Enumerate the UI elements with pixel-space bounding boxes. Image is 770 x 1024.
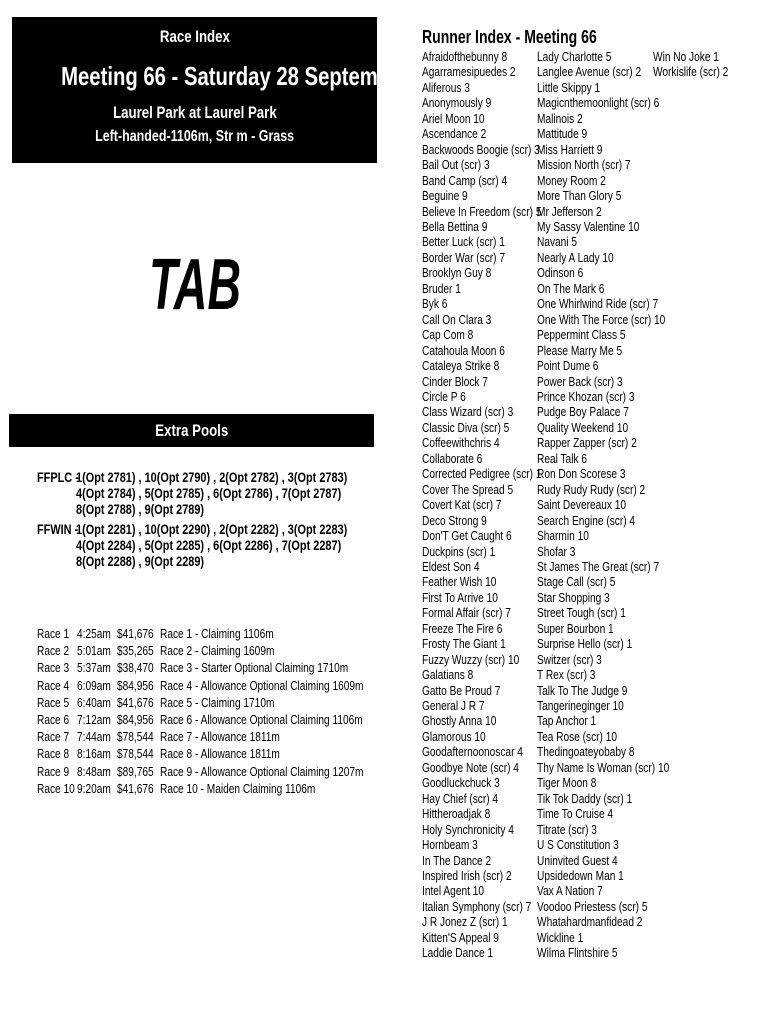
extra-pools-title: Extra Pools xyxy=(155,421,228,440)
runner-entry: Holy Synchronicity 4 xyxy=(422,821,514,837)
runner-entry: Nearly A Lady 10 xyxy=(537,249,614,265)
race-time: 9:20am xyxy=(77,780,111,796)
runner-entry: Wilma Flintshire 5 xyxy=(537,945,618,961)
ffwin-line: 4(Opt 2284) , 5(Opt 2285) , 6(Opt 2286) , 7(Opt 2287) xyxy=(76,537,342,553)
runner-entry: Voodoo Priestess (scr) 5 xyxy=(537,898,648,914)
runner-entry: Deco Strong 9 xyxy=(422,512,487,528)
runner-entry: Point Dume 6 xyxy=(537,358,599,374)
runner-entry: Rudy Rudy Rudy (scr) 2 xyxy=(537,481,646,497)
race-time: 8:16am xyxy=(77,746,111,762)
race-row xyxy=(37,781,377,798)
runner-entry: Cinder Block 7 xyxy=(422,373,488,389)
runner-entry: Classic Diva (scr) 5 xyxy=(422,419,510,435)
runner-entry: Backwoods Boogie (scr) 3 xyxy=(422,141,540,157)
race-time: 5:37am xyxy=(77,660,111,676)
runner-entry: Surprise Hello (scr) 1 xyxy=(537,636,633,652)
race-description: Race 2 - Claiming 1609m xyxy=(160,643,275,659)
race-purse: $84,956 xyxy=(117,677,154,693)
race-number: Race 10 xyxy=(37,780,75,796)
runner-entry: Bella Bettina 9 xyxy=(422,218,488,234)
runner-entry: Quality Weekend 10 xyxy=(537,419,629,435)
runner-entry: Tea Rose (scr) 10 xyxy=(537,728,618,744)
runner-entry: Switzer (scr) 3 xyxy=(537,651,602,667)
runner-entry: Navani 5 xyxy=(537,234,578,250)
runner-entry: Prince Khozan (scr) 3 xyxy=(537,388,635,404)
runner-entry: Saint Devereaux 10 xyxy=(537,497,627,513)
runner-entry: Malinois 2 xyxy=(537,110,583,126)
race-purse: $41,676 xyxy=(117,626,154,641)
runner-entry: First To Arrive 10 xyxy=(422,589,498,605)
race-purse: $41,676 xyxy=(117,780,154,796)
runner-entry: Wickline 1 xyxy=(537,929,584,945)
runner-entry: Circle P 6 xyxy=(422,388,466,404)
runner-entry: Feather Wish 10 xyxy=(422,574,497,590)
runner-entry: Mission North (scr) 7 xyxy=(537,157,631,173)
runner-entry: Pudge Boy Palace 7 xyxy=(537,404,629,420)
race-number: Race 7 xyxy=(37,729,70,745)
race-index-header xyxy=(12,17,410,163)
race-row xyxy=(37,678,377,695)
runner-entry: Duckpins (scr) 1 xyxy=(422,543,496,559)
race-time: 6:09am xyxy=(77,677,111,693)
ffplc-line: 1(Opt 2781) , 10(Opt 2790) , 2(Opt 2782) , 3(Opt 2783) xyxy=(76,469,348,485)
runner-entry: One Whirlwind Ride (scr) 7 xyxy=(537,296,659,312)
runner-entry: Little Skippy 1 xyxy=(537,79,601,95)
race-row xyxy=(37,764,377,781)
runner-entry: Real Talk 6 xyxy=(537,450,587,466)
ffplc-label: FFPLC - xyxy=(37,469,79,485)
runner-entry: Believe In Freedom (scr) 5 xyxy=(422,203,542,219)
runner-entry: Gatto Be Proud 7 xyxy=(422,682,501,698)
runner-entry: Ron Don Scorese 3 xyxy=(537,466,626,482)
race-number: Race 1 xyxy=(37,626,70,641)
runner-entry: U S Constitution 3 xyxy=(537,837,619,853)
runner-entry: Corrected Pedigree (scr) 1 xyxy=(422,466,542,482)
runner-entry: Goodluckchuck 3 xyxy=(422,775,500,791)
runner-entry: Freeze The Fire 6 xyxy=(422,620,503,636)
runner-entry: Bail Out (scr) 3 xyxy=(422,157,490,173)
runner-entry: Byk 6 xyxy=(422,296,448,312)
runner-entry: Mr Jefferson 2 xyxy=(537,203,602,219)
runner-entry: Beguine 9 xyxy=(422,188,468,204)
runner-entry: Agarramesipuedes 2 xyxy=(422,64,516,80)
runner-entry: Laddie Dance 1 xyxy=(422,945,494,961)
track-info: Left-handed-1106m, Str m - Grass xyxy=(94,128,295,145)
runner-entry: Coffeewithchris 4 xyxy=(422,435,500,451)
runner-entry: Sharmin 10 xyxy=(537,528,589,544)
runner-entry: Titrate (scr) 3 xyxy=(537,821,597,837)
runner-entry: Cataleya Strike 8 xyxy=(422,358,500,374)
runner-entry: More Than Glory 5 xyxy=(537,188,622,204)
runner-entry: Thy Name Is Woman (scr) 10 xyxy=(537,759,670,775)
race-number: Race 5 xyxy=(37,694,70,710)
runner-entry: Hornbeam 3 xyxy=(422,837,478,853)
race-purse: $84,956 xyxy=(117,711,154,727)
runner-entry: Cover The Spread 5 xyxy=(422,481,514,497)
tab-logo xyxy=(148,245,243,325)
race-description: Race 4 - Allowance Optional Claiming 1609m xyxy=(160,677,364,693)
race-row xyxy=(37,712,377,729)
race-row xyxy=(37,660,377,677)
runner-entry: General J R 7 xyxy=(422,698,485,714)
runner-entry: Rapper Zapper (scr) 2 xyxy=(537,435,637,451)
runner-entry: My Sassy Valentine 10 xyxy=(537,218,640,234)
runner-entry: Uninvited Guest 4 xyxy=(537,852,618,868)
runner-entry: Band Camp (scr) 4 xyxy=(422,172,508,188)
runner-entry: Frosty The Giant 1 xyxy=(422,636,506,652)
runner-entry: Call On Clara 3 xyxy=(422,311,492,327)
runner-entry: Class Wizard (scr) 3 xyxy=(422,404,514,420)
runner-entry: Eldest Son 4 xyxy=(422,558,480,574)
tab-logo-text: TAB xyxy=(149,245,241,325)
runner-entry: Border War (scr) 7 xyxy=(422,249,506,265)
runner-index-title: Runner Index - Meeting 66 xyxy=(422,27,597,47)
runner-entry: Langlee Avenue (scr) 2 xyxy=(537,64,642,80)
runner-entry: Kitten'S Appeal 9 xyxy=(422,929,499,945)
race-number: Race 9 xyxy=(37,763,70,779)
runner-entry: Peppermint Class 5 xyxy=(537,327,626,343)
extra-pools-header xyxy=(9,414,374,447)
runner-entry: Anonymously 9 xyxy=(422,95,492,111)
runner-entry: Ghostly Anna 10 xyxy=(422,713,497,729)
race-number: Race 6 xyxy=(37,711,70,727)
runner-entry: Goodafternoonoscar 4 xyxy=(422,744,523,760)
runner-entry: Stage Call (scr) 5 xyxy=(537,574,616,590)
race-time: 4:25am xyxy=(77,626,111,641)
ffwin-label: FFWIN - xyxy=(37,521,79,537)
meeting-title: Meeting 66 - Saturday 28 September xyxy=(61,61,410,91)
race-row xyxy=(37,643,377,660)
runner-entry: Tik Tok Daddy (scr) 1 xyxy=(537,790,633,806)
ffplc-line: 8(Opt 2788) , 9(Opt 2789) xyxy=(76,501,205,517)
race-description: Race 9 - Allowance Optional Claiming 1207m xyxy=(160,763,364,779)
runner-entry: Collaborate 6 xyxy=(422,450,483,466)
runner-entry: Money Room 2 xyxy=(537,172,606,188)
runner-entry: Ariel Moon 10 xyxy=(422,110,485,126)
runner-entry: Street Tough (scr) 1 xyxy=(537,605,626,621)
ffplc-line: 4(Opt 2784) , 5(Opt 2785) , 6(Opt 2786) , 7(Opt 2787) xyxy=(76,485,342,501)
race-number: Race 4 xyxy=(37,677,70,693)
race-purse: $78,544 xyxy=(117,746,154,762)
race-description: Race 1 - Claiming 1106m xyxy=(160,626,274,641)
runner-entry: Galatians 8 xyxy=(422,667,474,683)
race-purse: $78,544 xyxy=(117,729,154,745)
race-index-title: Race Index xyxy=(159,27,230,46)
runner-entry: Catahoula Moon 6 xyxy=(422,342,505,358)
runner-entry: Hay Chief (scr) 4 xyxy=(422,790,499,806)
race-time: 6:40am xyxy=(77,694,111,710)
runner-entry: St James The Great (scr) 7 xyxy=(537,558,660,574)
race-number: Race 3 xyxy=(37,660,70,676)
runner-entry: Star Shopping 3 xyxy=(537,589,610,605)
race-description: Race 6 - Allowance Optional Claiming 1106m xyxy=(160,711,363,727)
race-description: Race 10 - Maiden Claiming 1106m xyxy=(160,780,316,796)
race-row xyxy=(37,626,377,643)
race-purse: $35,265 xyxy=(117,643,154,659)
runner-entry: Lady Charlotte 5 xyxy=(537,49,612,64)
runner-entry: Mattitude 9 xyxy=(537,126,588,142)
runner-entry: Win No Joke 1 xyxy=(653,49,719,64)
runner-entry: Bruder 1 xyxy=(422,280,461,296)
race-time: 8:48am xyxy=(77,763,111,779)
runner-entry: Aliferous 3 xyxy=(422,79,470,95)
runner-entry: Vax A Nation 7 xyxy=(537,883,603,899)
race-description: Race 5 - Claiming 1710m xyxy=(160,694,275,710)
runner-entry: Italian Symphony (scr) 7 xyxy=(422,898,532,914)
race-time: 7:12am xyxy=(77,711,111,727)
runner-entry: Whatahardmanfidead 2 xyxy=(537,914,643,930)
runner-entry: Search Engine (scr) 4 xyxy=(537,512,636,528)
runner-entry: Hittheroadjak 8 xyxy=(422,806,491,822)
runner-entry: Glamorous 10 xyxy=(422,728,486,744)
runner-entry: Thedingoateyobaby 8 xyxy=(537,744,635,760)
runner-entry: Miss Harriett 9 xyxy=(537,141,603,157)
race-description: Race 3 - Starter Optional Claiming 1710m xyxy=(160,660,349,676)
runner-entry: In The Dance 2 xyxy=(422,852,492,868)
runner-entry: Power Back (scr) 3 xyxy=(537,373,623,389)
runner-column-3 xyxy=(653,49,750,80)
runner-entry: Odinson 6 xyxy=(537,265,584,281)
race-schedule xyxy=(37,626,377,798)
race-number: Race 8 xyxy=(37,746,70,762)
runner-entry: On The Mark 6 xyxy=(537,280,605,296)
race-purse: $89,765 xyxy=(117,763,154,779)
runner-entry: Fuzzy Wuzzy (scr) 10 xyxy=(422,651,520,667)
runner-entry: Upsidedown Man 1 xyxy=(537,868,624,884)
runner-entry: Don'T Get Caught 6 xyxy=(422,528,512,544)
runner-entry: Shofar 3 xyxy=(537,543,576,559)
runner-entry: Magicnthemoonlight (scr) 6 xyxy=(537,95,660,111)
venue: Laurel Park at Laurel Park xyxy=(112,103,277,122)
runner-entry: Intel Agent 10 xyxy=(422,883,485,899)
runner-entry: Inspired Irish (scr) 2 xyxy=(422,868,512,884)
runner-entry: Cap Com 8 xyxy=(422,327,474,343)
runner-entry: Formal Affair (scr) 7 xyxy=(422,605,511,621)
runner-entry: Covert Kat (scr) 7 xyxy=(422,497,502,513)
runner-entry: Tangerineginger 10 xyxy=(537,698,624,714)
race-time: 5:01am xyxy=(77,643,111,659)
runner-entry: T Rex (scr) 3 xyxy=(537,667,596,683)
runner-entry: J R Jonez Z (scr) 1 xyxy=(422,914,508,930)
runner-entry: Super Bourbon 1 xyxy=(537,620,614,636)
runner-entry: Brooklyn Guy 8 xyxy=(422,265,492,281)
ffwin-line: 8(Opt 2288) , 9(Opt 2289) xyxy=(76,553,205,569)
runner-entry: Workislife (scr) 2 xyxy=(653,64,729,80)
ffwin-line: 1(Opt 2281) , 10(Opt 2290) , 2(Opt 2282) , 3(Opt 2283) xyxy=(76,521,348,537)
race-purse: $38,470 xyxy=(117,660,154,676)
runner-entry: Talk To The Judge 9 xyxy=(537,682,628,698)
race-row xyxy=(37,729,377,746)
runner-entry: Goodbye Note (scr) 4 xyxy=(422,759,519,775)
runner-entry: Time To Cruise 4 xyxy=(537,806,614,822)
race-purse: $41,676 xyxy=(117,694,154,710)
race-time: 7:44am xyxy=(77,729,111,745)
runner-entry: Tiger Moon 8 xyxy=(537,775,597,791)
runner-column-2 xyxy=(537,49,707,961)
runner-entry: Better Luck (scr) 1 xyxy=(422,234,505,250)
runner-entry: Afraidofthebunny 8 xyxy=(422,49,508,64)
runner-entry: Please Marry Me 5 xyxy=(537,342,623,358)
runner-entry: One With The Force (scr) 10 xyxy=(537,311,666,327)
runner-entry: Ascendance 2 xyxy=(422,126,487,142)
race-number: Race 2 xyxy=(37,643,70,659)
race-description: Race 8 - Allowance 1811m xyxy=(160,746,280,762)
race-description: Race 7 - Allowance 1811m xyxy=(160,729,280,745)
race-row xyxy=(37,695,377,712)
runner-entry: Tap Anchor 1 xyxy=(537,713,597,729)
race-row xyxy=(37,746,377,763)
